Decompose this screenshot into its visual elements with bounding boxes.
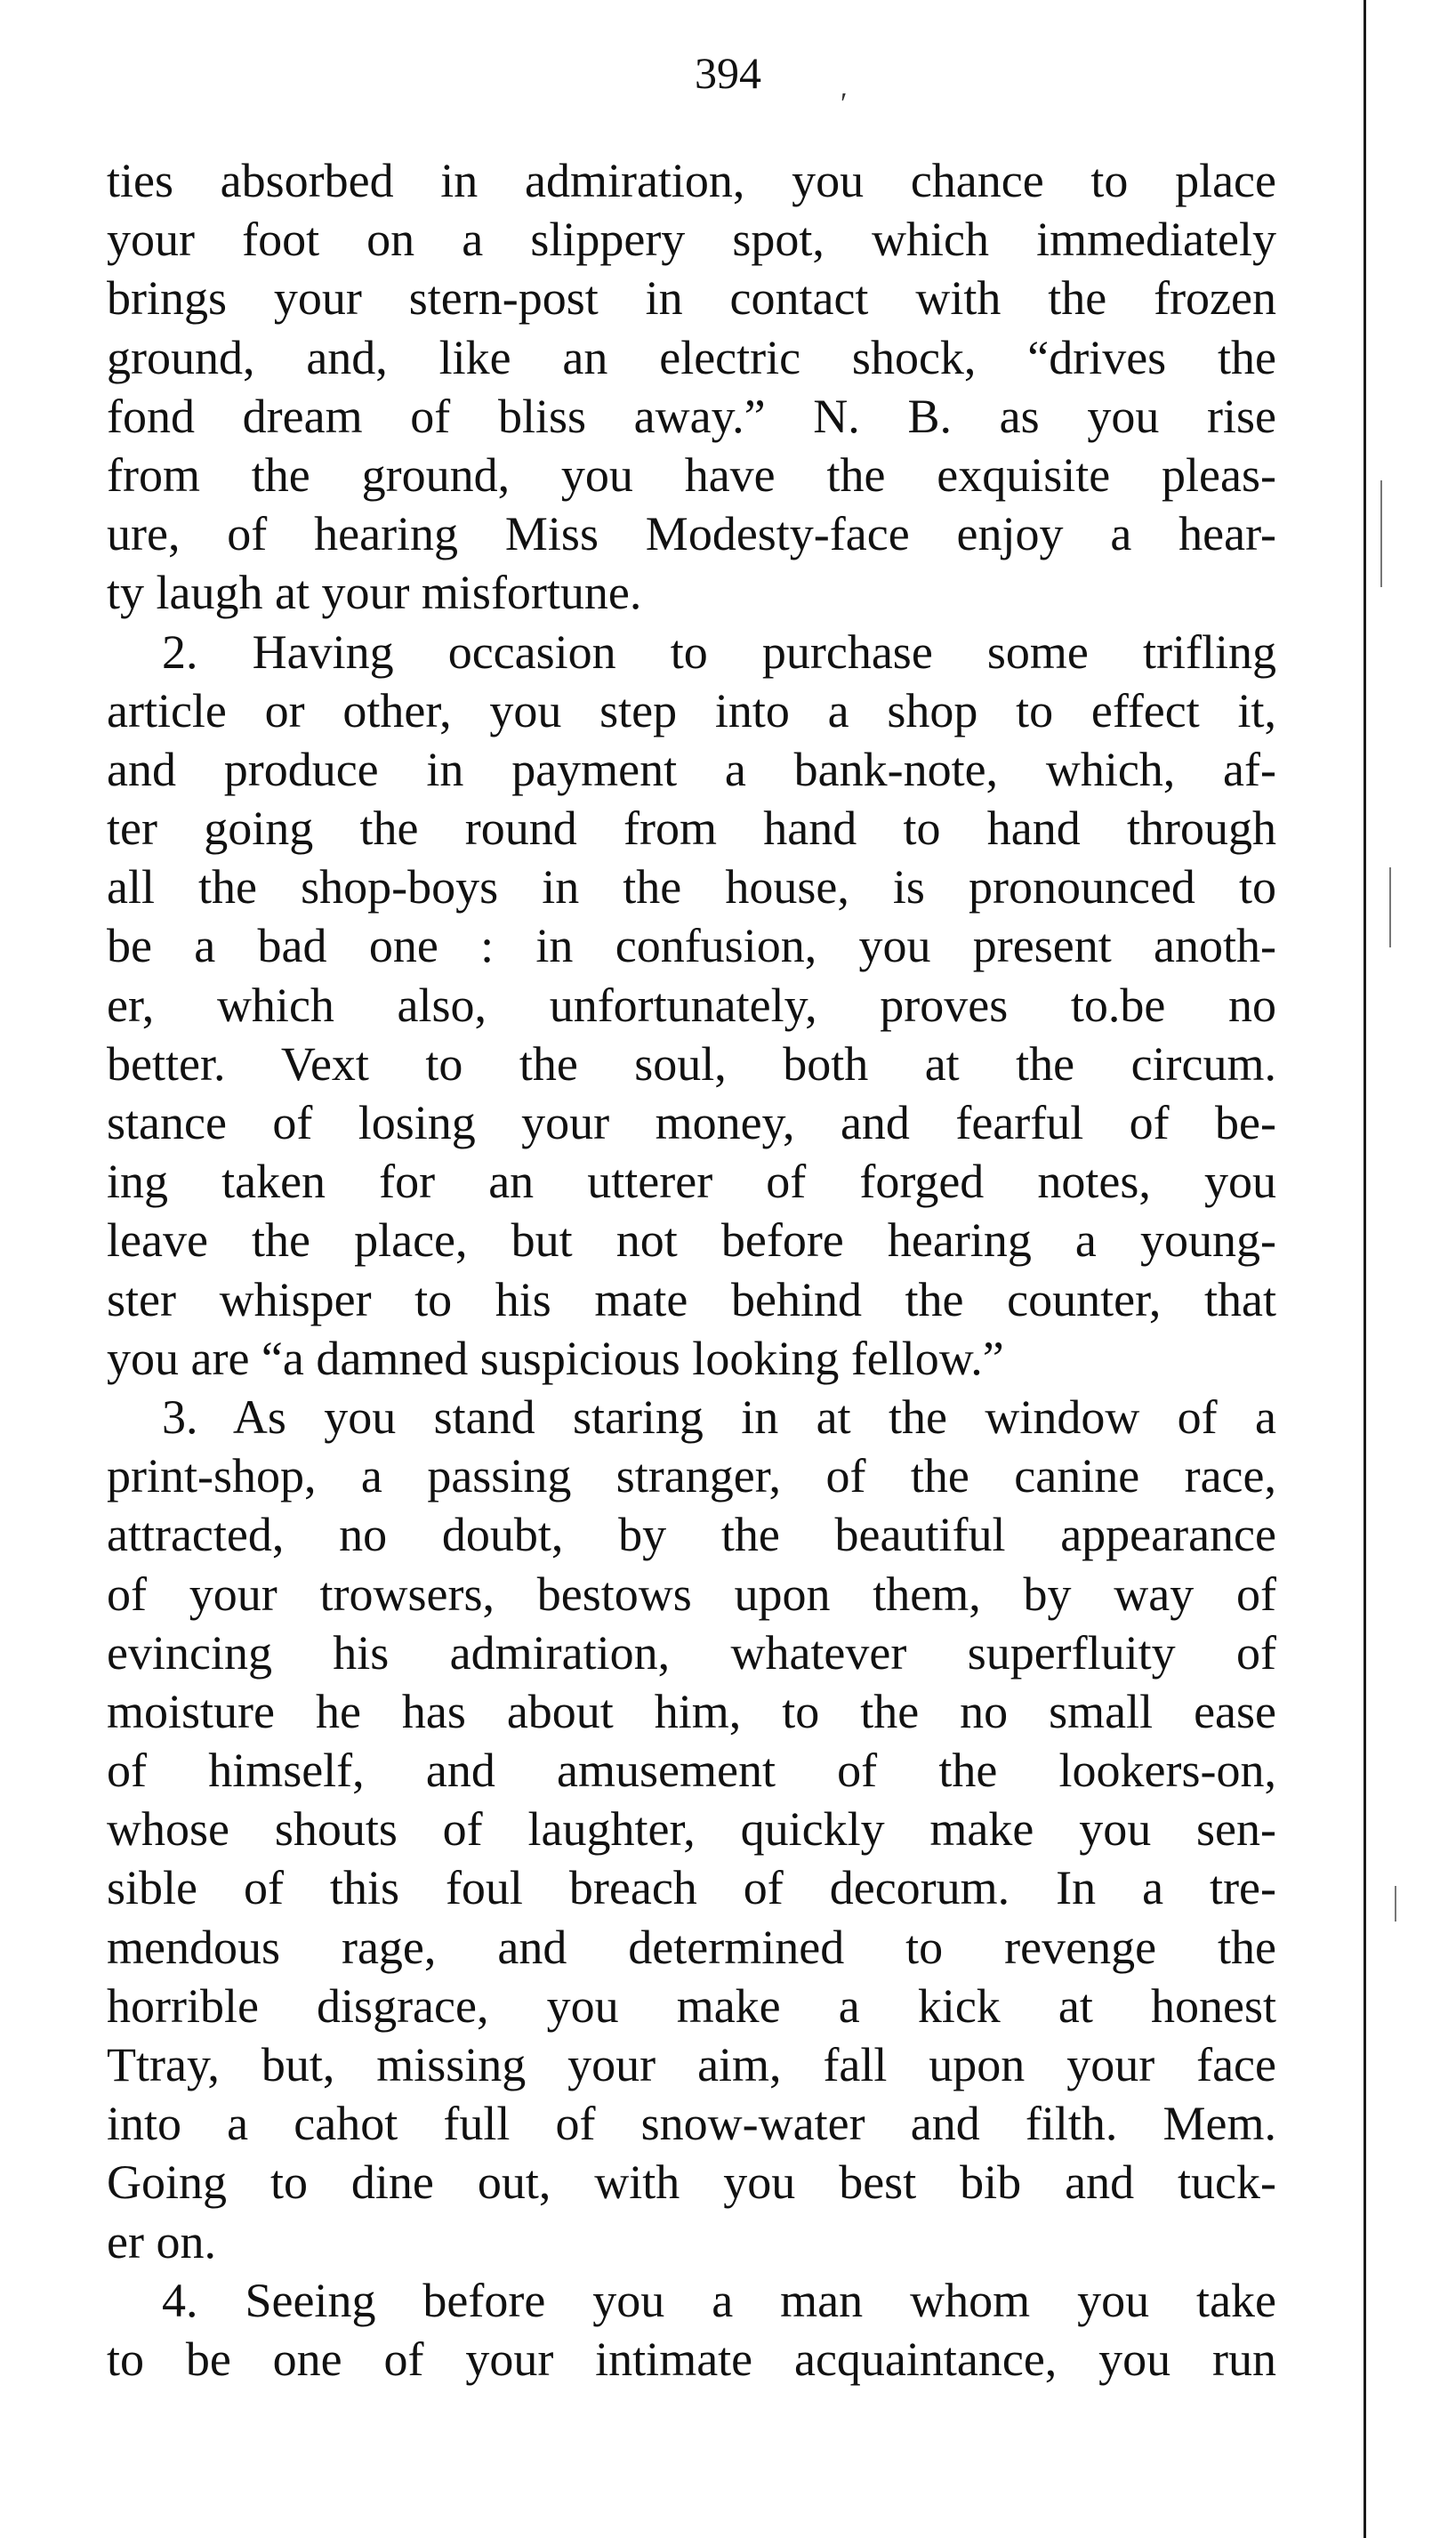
text-line: you are “a damned suspicious looking fellow.” <box>107 1331 1004 1385</box>
text-line: whose shouts of laughter, quickly make you sen- <box>107 1802 1276 1857</box>
margin-rule <box>1363 0 1366 2538</box>
text-line: article or other, you step into a shop to effect it, <box>107 683 1276 737</box>
text-line: fond dream of bliss away.” N. B. as you rise <box>107 389 1276 443</box>
text-line: attracted, no doubt, by the beautiful appearance <box>107 1508 1276 1562</box>
text-line: to be one of your intimate acquaintance, you run <box>107 2332 1276 2386</box>
text-line: better. Vext to the soul, both at the circum. <box>107 1036 1276 1091</box>
text-line: and produce in payment a bank-note, which, af- <box>107 742 1276 796</box>
text-line: ure, of hearing Miss Modesty-face enjoy a hear- <box>107 507 1276 561</box>
page-number: 394 <box>695 48 761 98</box>
text-line: horrible disgrace, you make a kick at honest <box>107 1978 1276 2033</box>
text-line: moisture he has about him, to the no small ease <box>107 1684 1276 1738</box>
margin-speck <box>1389 867 1391 947</box>
text-line: Going to dine out, with you best bib and tuck- <box>107 2155 1276 2210</box>
text-line: 3. As you stand staring in at the window of a <box>162 1390 1276 1444</box>
text-line: your foot on a slippery spot, which immediately <box>107 213 1276 267</box>
text-line: 4. Seeing before you a man whom you take <box>162 2273 1276 2327</box>
text-line: of your trowsers, bestows upon them, by way of <box>107 1567 1276 1621</box>
text-line: be a bad one : in confusion, you present anoth- <box>107 919 1276 973</box>
text-line: ing taken for an utterer of forged notes, you <box>107 1155 1276 1209</box>
text-line: leave the place, but not before hearing a young- <box>107 1213 1276 1268</box>
text-line: 2. Having occasion to purchase some trifling <box>162 624 1276 679</box>
stray-mark: ′ <box>841 87 848 120</box>
text-line: all the shop-boys in the house, is pronounced to <box>107 860 1276 914</box>
text-line: mendous rage, and determined to revenge the <box>107 1920 1276 1974</box>
margin-speck <box>1395 1886 1396 1922</box>
text-line: sible of this foul breach of decorum. In a tre- <box>107 1861 1276 1915</box>
text-line: er on. <box>107 2214 216 2268</box>
text-line: ties absorbed in admiration, you chance to place <box>107 154 1276 207</box>
text-line: ster whisper to his mate behind the counter, that <box>107 1272 1276 1326</box>
text-line: from the ground, you have the exquisite pleas- <box>107 447 1276 502</box>
text-line: er, which also, unfortunately, proves to.be no <box>107 978 1276 1032</box>
text-line: ground, and, like an electric shock, “drives the <box>107 330 1276 384</box>
text-line: ty laugh at your misfortune. <box>107 566 642 620</box>
text-line: brings your stern-post in contact with the frozen <box>107 271 1276 326</box>
text-line: into a cahot full of snow-water and filth. Mem. <box>107 2097 1276 2151</box>
text-line: ter going the round from hand to hand through <box>107 802 1276 856</box>
text-line: stance of losing your money, and fearful of be- <box>107 1096 1276 1149</box>
text-line: print-shop, a passing stranger, of the canine race, <box>107 1449 1276 1503</box>
margin-speck <box>1380 480 1382 587</box>
text-line: of himself, and amusement of the lookers-on, <box>107 1744 1276 1798</box>
body-text <box>107 151 1276 2389</box>
text-line: Ttray, but, missing your aim, fall upon your face <box>107 2038 1276 2091</box>
text-line: evincing his admiration, whatever superfluity of <box>107 1625 1276 1680</box>
